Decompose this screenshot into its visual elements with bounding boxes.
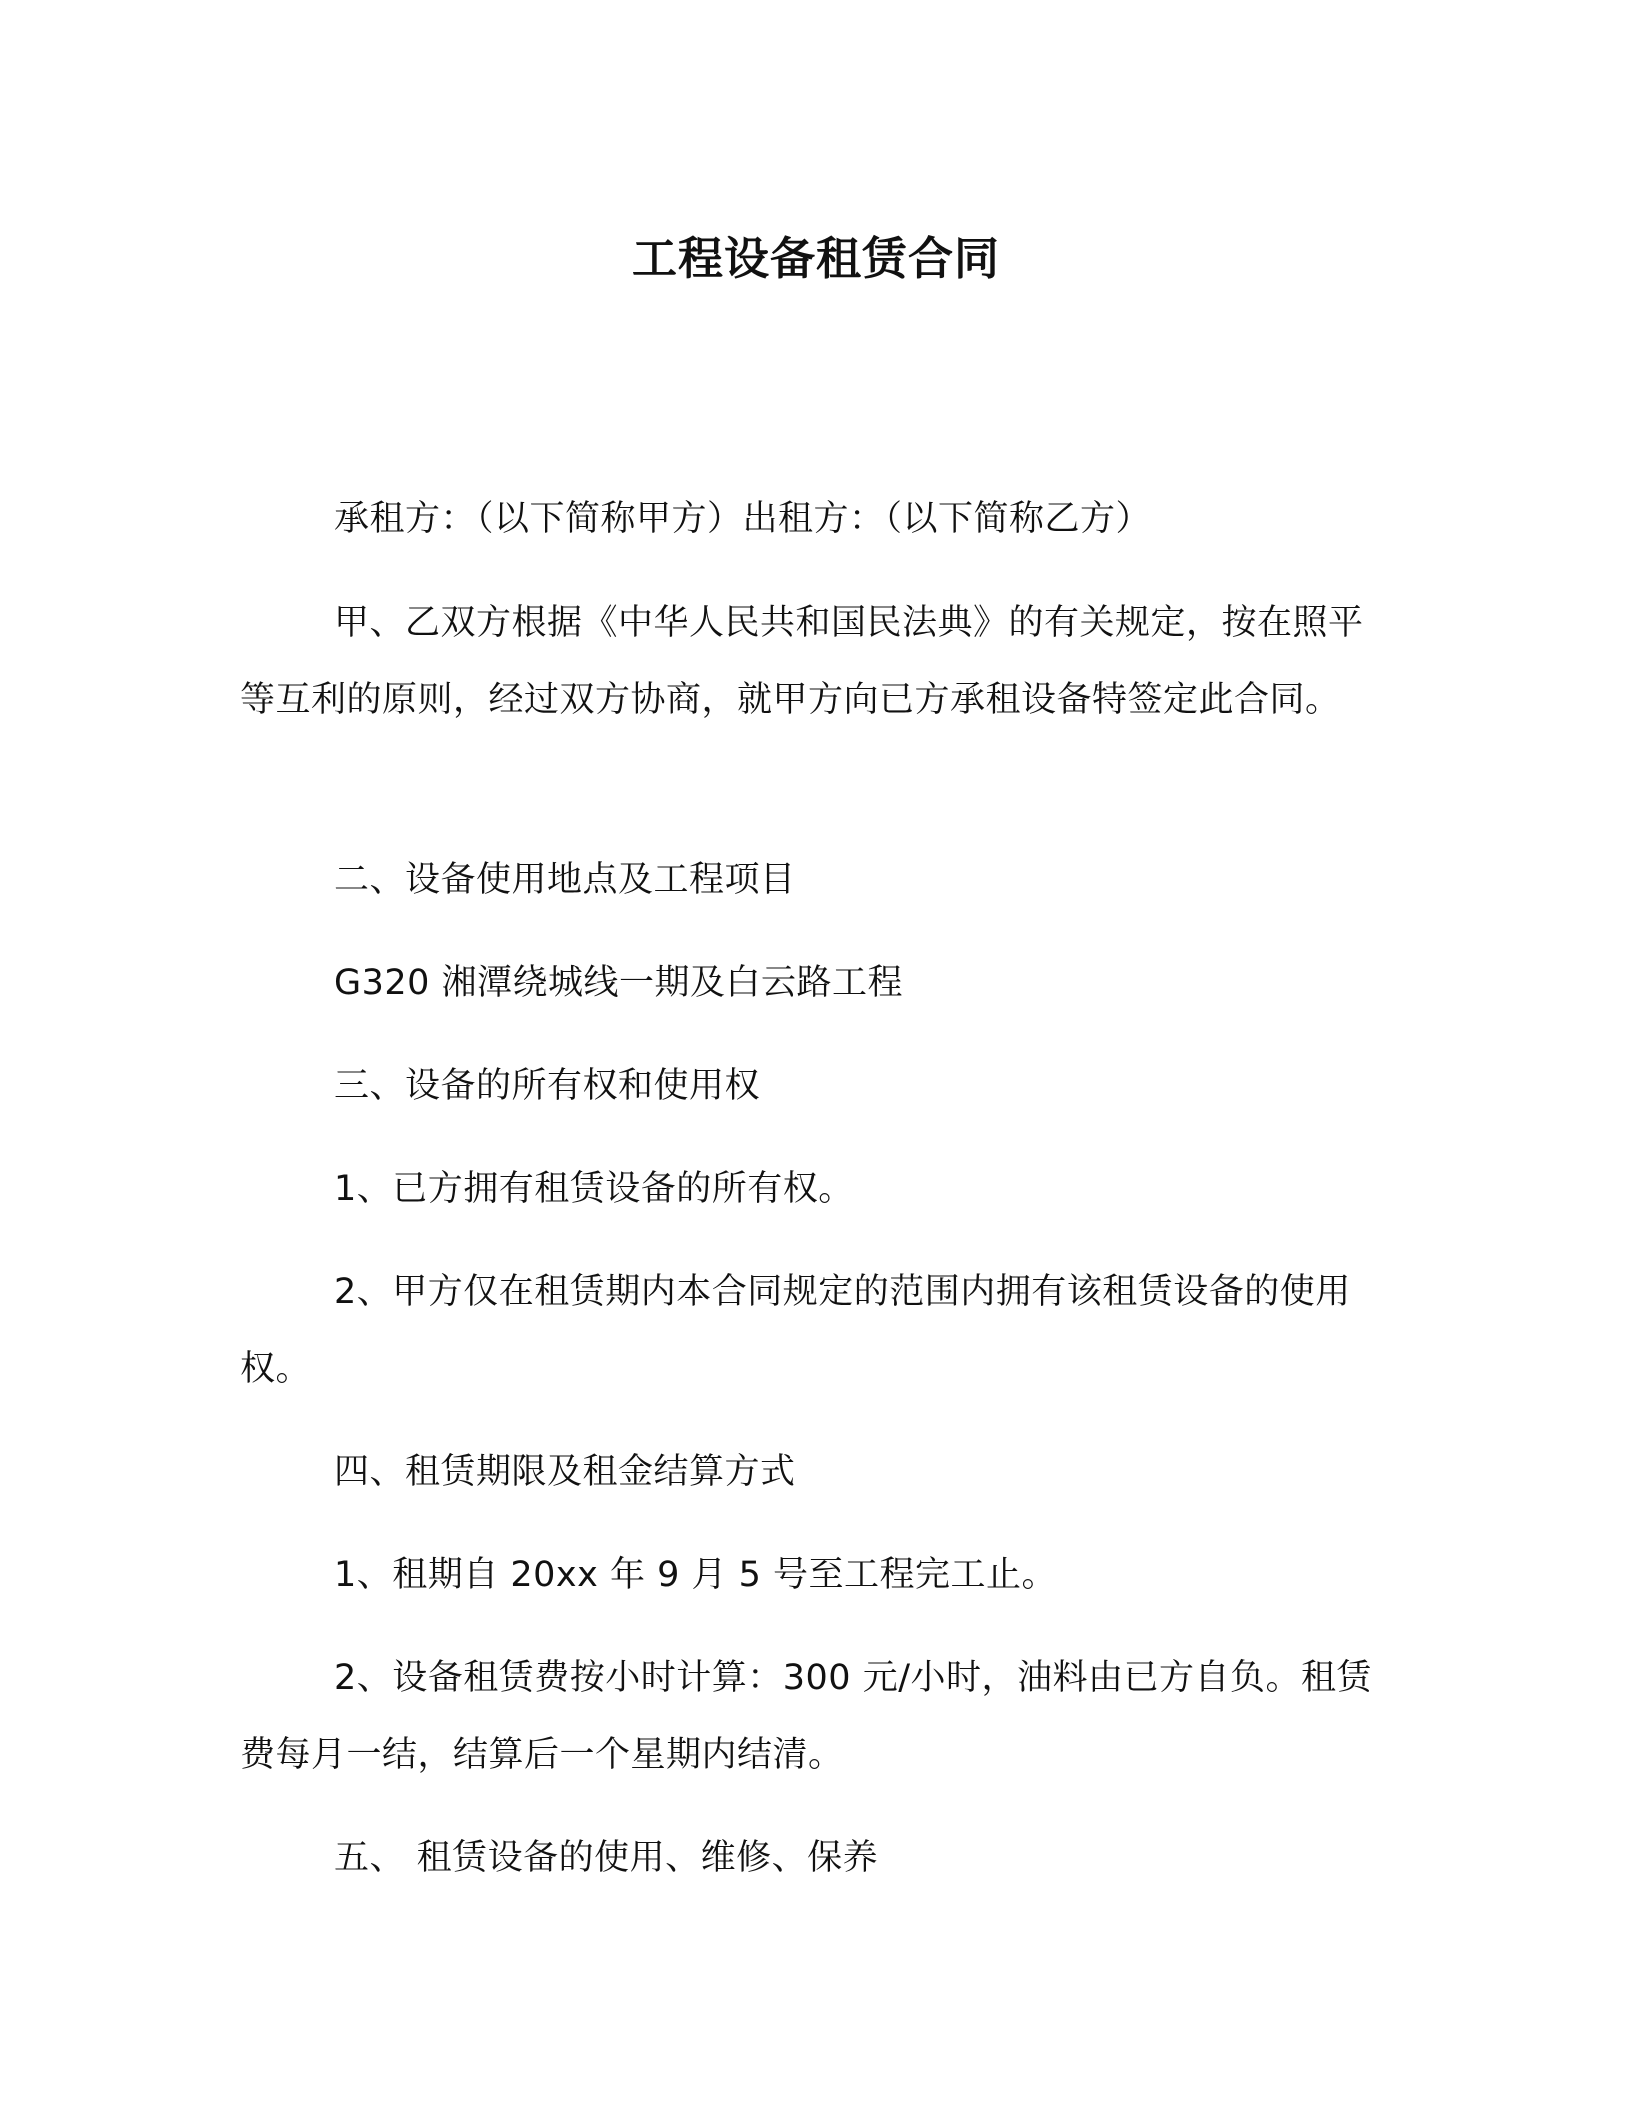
lease-term-clause-1: 1、租期自 20xx 年 9 月 5 号至工程完工止。 [334, 1555, 1058, 1595]
section-heading-5: 五、 租赁设备的使用、维修、保养 [334, 1838, 879, 1878]
section-heading-3: 三、设备的所有权和使用权 [334, 1066, 761, 1106]
ownership-clause-1: 1、已方拥有租赁设备的所有权。 [334, 1169, 854, 1209]
preamble-paragraph: 甲、乙双方根据《中华人民共和国民法典》的有关规定，按在照平等互利的原则，经过双方协商，就甲方向已方承租设备特签定此合同。 [240, 603, 1364, 720]
section-heading-4: 四、租赁期限及租金结算方式 [334, 1452, 796, 1492]
document-title: 工程设备租赁合同 [631, 232, 1000, 285]
project-name-paragraph: G320 湘潭绕城线一期及白云路工程 [334, 963, 904, 1003]
section-heading-2: 二、设备使用地点及工程项目 [334, 860, 796, 900]
parties-paragraph: 承租方：（以下简称甲方）出租方：（以下简称乙方） [334, 499, 1152, 539]
ownership-clause-2: 2、甲方仅在租赁期内本合同规定的范围内拥有该租赁设备的使用权。 [240, 1272, 1351, 1389]
lease-fee-clause-2: 2、设备租赁费按小时计算：300 元/小时，油料由已方自负。租赁费每月一结，结算后一个星期内结清。 [240, 1658, 1372, 1775]
